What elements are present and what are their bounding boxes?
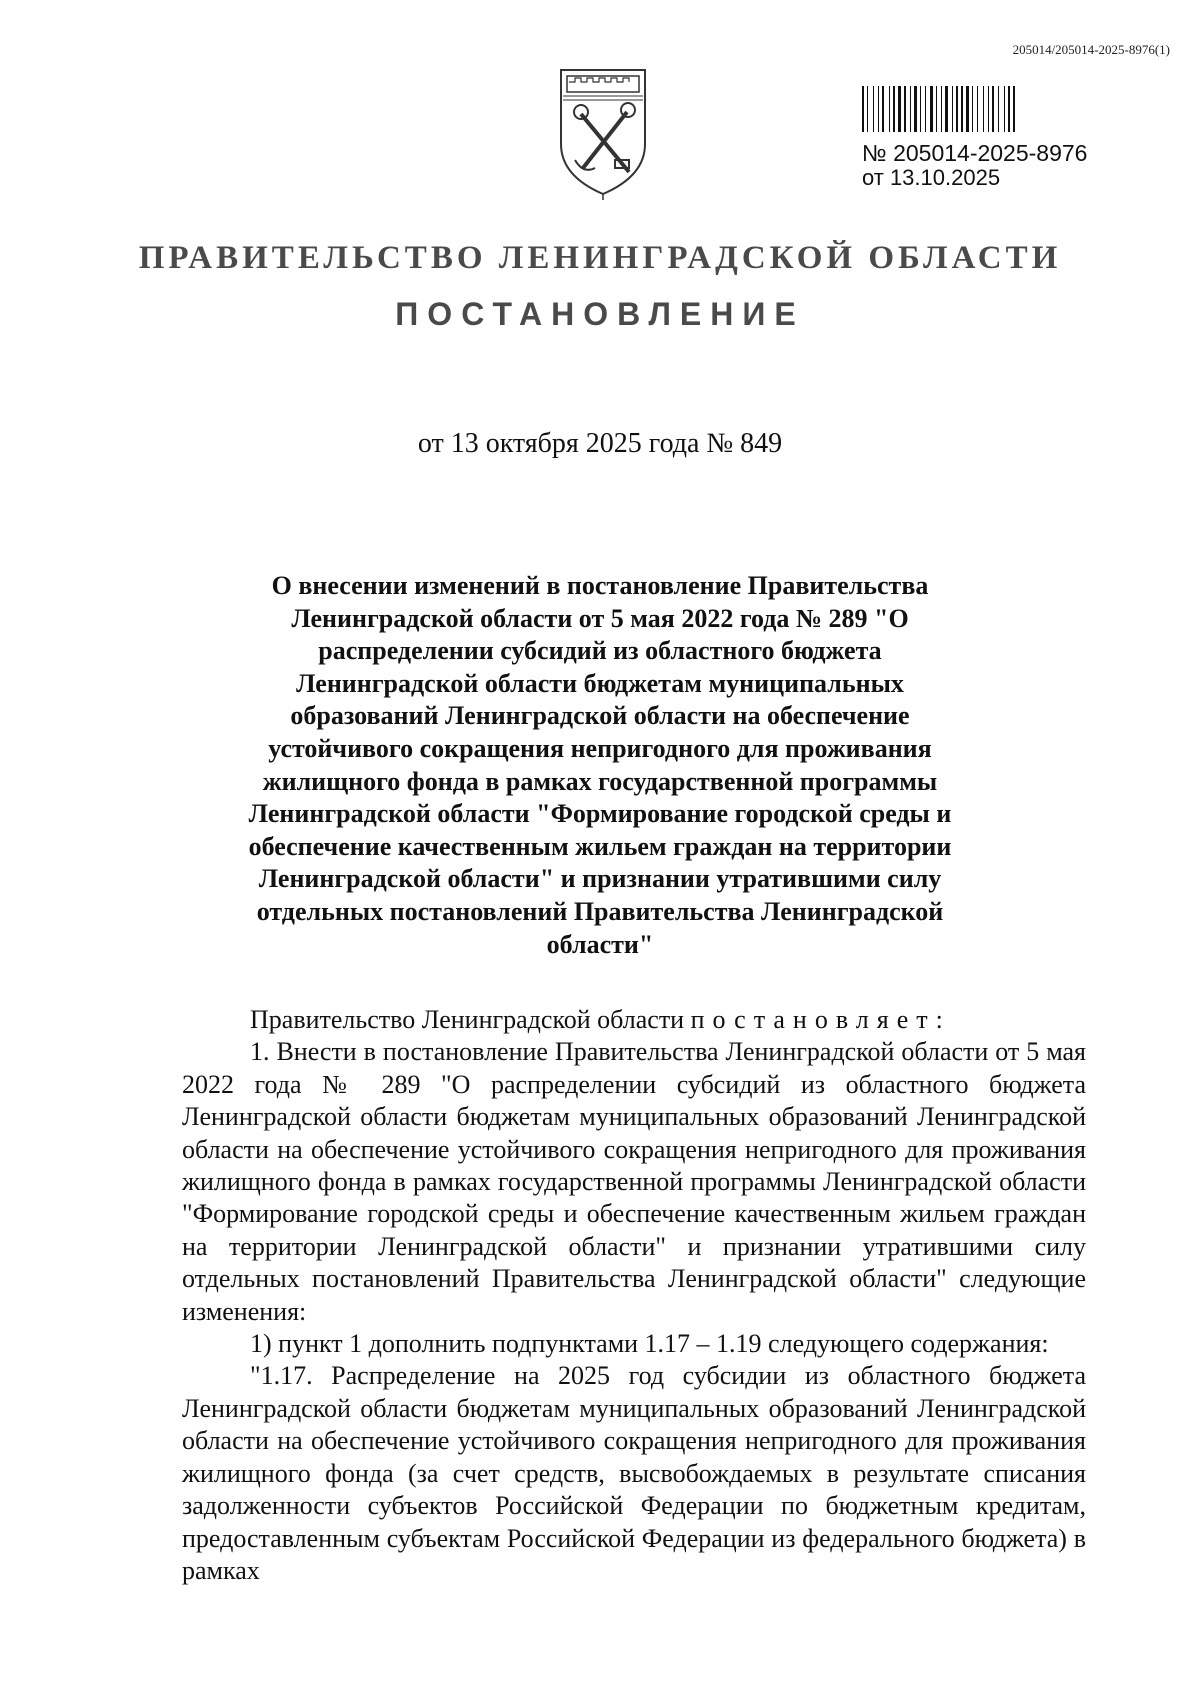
document-date-number: от 13 октября 2025 года № 849 [417, 428, 783, 459]
resolve-word: постановляет: [690, 1005, 951, 1034]
registration-date: от 13.10.2025 [862, 165, 1001, 190]
document-type: ПОСТАНОВЛЕНИЕ [395, 296, 805, 332]
subpoint-1: 1) пункт 1 дополнить подпунктами 1.17 – 1.19 следующего содержания: [250, 1329, 1049, 1359]
issuing-authority: ПРАВИТЕЛЬСТВО ЛЕНИНГРАДСКОЙ ОБЛАСТИ [138, 240, 1062, 276]
clause-1-17: "1.17. Распределение на 2025 год субсидии из областного бюджета Ленинградской области бюджетам муниципальных образований Ленинградской области на обеспечение устойчивого сокращения непригодного для проживания жилищного фонда (за счет средств, высвобождаемых в результате списания задолженности субъектов Российской Федерации по бюджетным кредитам, предоставленным субъектам Российской Федерации из федерального бюджета) в рамках [182, 1361, 1086, 1585]
barcode-icon [862, 86, 1104, 132]
registration-number: № 205014-2025-8976 [862, 140, 1088, 166]
resolution-line [182, 1004, 1086, 1036]
coat-of-arms-icon [555, 64, 651, 200]
corner-reference: 205014/205014-2025-8976(1) [1012, 42, 1170, 57]
resolve-subject: Правительство Ленинградской области [250, 1005, 685, 1034]
document-title: О внесении изменений в постановление Правительства Ленинградской области от 5 мая 2022 года № 289 "О распределении субсидий из областного бюджета Ленинградской области бюджетам муниципальных образований Ленинградской области на обеспечение устойчивого сокращения непригодного для проживания жилищного фонда в рамках государственной программы Ленинградской области "Формирование городской среды и обеспечение качественным жильем граждан на территории Ленинградской области" и признании утратившими силу отдельных постановлений Правительства Ленинградской области" [248, 571, 952, 959]
registration-block [862, 86, 1112, 190]
paragraph-1: 1. Внести в постановление Правительства Ленинградской области от 5 мая 2022 года № 289 "О распределении субсидий из областного бюджета Ленинградской области бюджетам муниципальных образований Ленинградской области на обеспечение устойчивого сокращения непригодного для проживания жилищного фонда в рамках государственной программы Ленинградской области "Формирование городской среды и обеспечение качественным жильем граждан на территории Ленинградской области" и признании утратившими силу отдельных постановлений Правительства Ленинградской области" следующие изменения: [182, 1037, 1086, 1326]
document-body [182, 1004, 1086, 1587]
